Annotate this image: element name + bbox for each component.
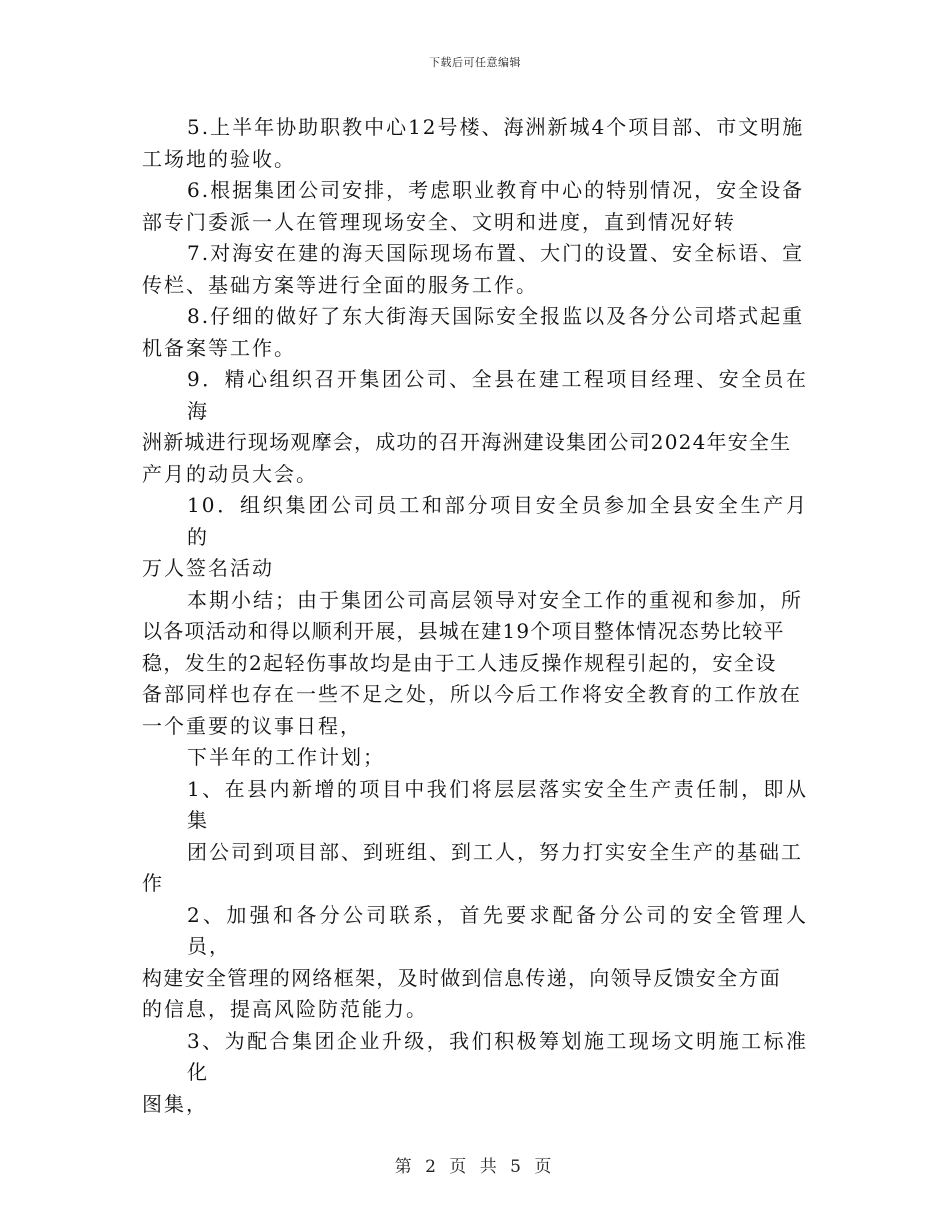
paragraph-line: 下半年的工作计划；	[187, 745, 385, 769]
paragraph-item-10	[142, 490, 808, 585]
paragraph-item-6	[142, 175, 808, 238]
paragraph-line: 万人签名活动	[142, 556, 274, 580]
paragraph-line: 作	[142, 871, 164, 895]
paragraph-line: 9．精心组织召开集团公司、全县在建工程项目经理、安全员在海	[187, 367, 808, 423]
page-number-footer: 第 2 页 共 5 页	[394, 1157, 556, 1177]
paragraph-item-5	[142, 112, 808, 175]
paragraph-line: 机备案等工作。	[142, 335, 296, 360]
paragraph-line: 稳，发生的2起轻伤事故均是由于工人违反操作规程引起的，安全设	[142, 650, 777, 675]
plan-item-2	[142, 900, 808, 1026]
paragraph-line: 7.对海安在建的海天国际现场布置、大门的设置、安全标语、宣	[187, 241, 805, 265]
paragraph-line: 备部同样也存在一些不足之处，所以今后工作将安全教育的工作放在	[142, 682, 802, 706]
paragraph-line: 构建安全管理的网络框架，及时做到信息传递，向领导反馈安全方面	[142, 965, 781, 990]
paragraph-line: 的信息，提高风险防范能力。	[142, 997, 428, 1021]
plan-item-1	[142, 774, 808, 900]
paragraph-item-9	[142, 364, 808, 490]
paragraph-line: 传栏、基础方案等进行全面的服务工作。	[142, 272, 538, 297]
paragraph-line: 6.根据集团公司安排，考虑职业教育中心的特别情况，安全设备	[187, 178, 805, 202]
paragraph-item-8	[142, 301, 808, 364]
paragraph-line: 以各项活动和得以顺利开展，县城在建19个项目整体情况态势比较平	[142, 619, 785, 643]
paragraph-line: 产月的动员大会。	[142, 461, 318, 486]
paragraph-line: 一个重要的议事日程，	[142, 713, 362, 738]
paragraph-line: 团公司到项目部、到班组、到工人，努力打实安全生产的基础工	[187, 839, 803, 864]
paragraph-line: 图集，	[142, 1091, 208, 1116]
paragraph-line: 10．组织集团公司员工和部分项目安全员参加全县安全生产月的	[187, 493, 808, 549]
paragraph-line: 洲新城进行现场观摩会，成功的召开海洲建设集团公司2024年安全生	[142, 430, 792, 454]
paragraph-line: 本期小结；由于集团公司高层领导对安全工作的重视和参加，所	[187, 587, 803, 612]
document-body	[142, 112, 808, 1120]
paragraph-line: 工场地的验收。	[142, 146, 296, 171]
summary-paragraph	[142, 585, 808, 743]
paragraph-line: 部专门委派一人在管理现场安全、文明和进度，直到情况好转	[142, 209, 736, 234]
plan-heading	[142, 742, 808, 774]
paragraph-line: 8.仔细的做好了东大街海天国际安全报监以及各分公司塔式起重	[187, 304, 805, 328]
paragraph-item-7	[142, 238, 808, 301]
page-header: 下载后可任意编辑	[429, 56, 521, 69]
paragraph-line: 2、加强和各分公司联系，首先要求配备分公司的安全管理人员，	[187, 902, 808, 958]
paragraph-line: 3、为配合集团企业升级，我们积极筹划施工现场文明施工标准化	[187, 1028, 808, 1084]
paragraph-line: 5.上半年协助职教中心12号楼、海洲新城4个项目部、市文明施	[187, 115, 805, 139]
paragraph-line: 1、在县内新增的项目中我们将层层落实安全生产责任制，即从集	[187, 776, 808, 832]
plan-item-3	[142, 1026, 808, 1121]
